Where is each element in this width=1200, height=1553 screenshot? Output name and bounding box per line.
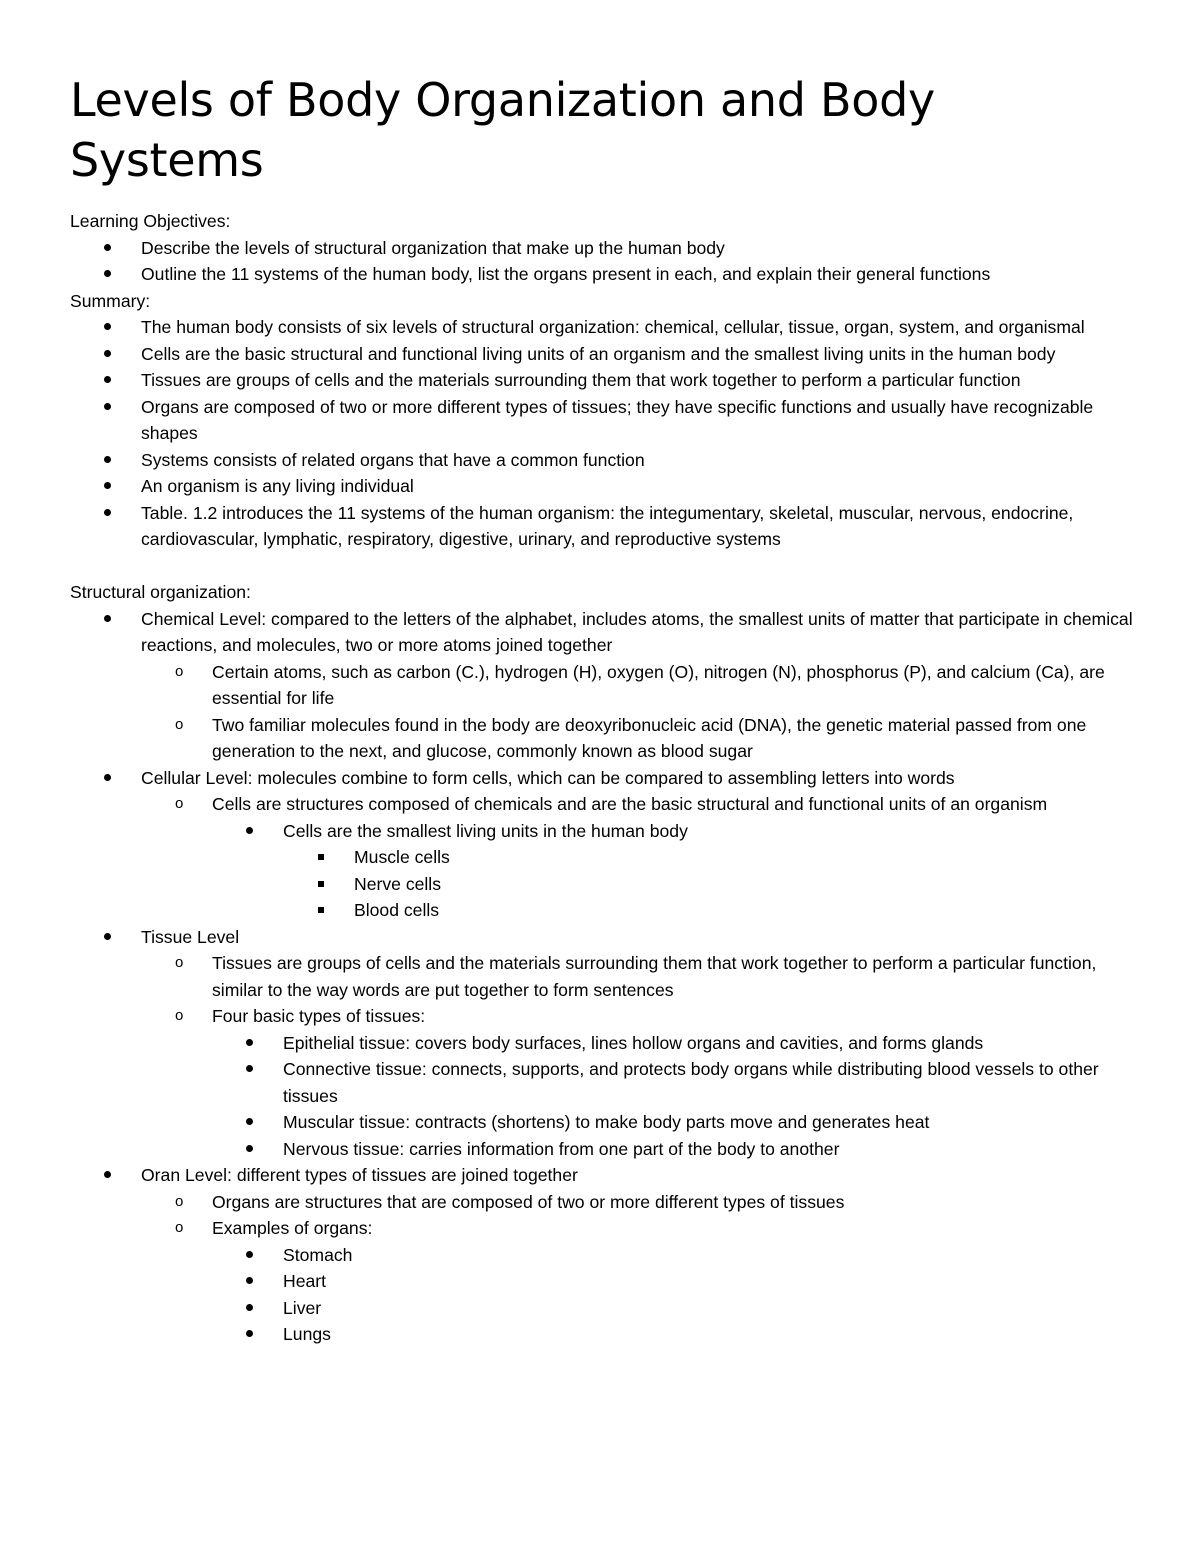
list-item-text: Cells are the basic structural and functional living units of an organism and the smallest living units in the human body (141, 343, 1056, 364)
circle-bullet-icon: o (175, 1007, 184, 1024)
bullet-icon (104, 482, 111, 489)
list-item (70, 235, 1140, 262)
list-item-text: Cellular Level: molecules combine to form cells, which can be compared to assembling letters into words (141, 767, 955, 788)
list-item-text: Cells are structures composed of chemicals and are the basic structural and functional units of an organism (212, 794, 1048, 814)
bullet-icon (104, 270, 111, 277)
list-item (70, 447, 1140, 474)
list-item (212, 1268, 1140, 1295)
list-item (70, 500, 1140, 553)
bullet-icon (104, 350, 111, 357)
list-item-text: The human body consists of six levels of structural organization: chemical, cellular, tissue, organ, system, and organismal (141, 317, 1085, 337)
list-item-organ-level (70, 1162, 1140, 1348)
summary-label: Summary: (70, 290, 151, 311)
tissue-types-list (212, 1030, 1140, 1163)
list-item-text: Systems consists of related organs that have a common function (141, 449, 645, 470)
list-item-text: Heart (283, 1271, 327, 1291)
list-item-text: Nerve cells (354, 873, 442, 894)
list-item (141, 712, 1140, 765)
list-item (212, 1056, 1140, 1109)
bullet-icon (104, 323, 111, 330)
list-item-text: Table. 1.2 introduces the 11 systems of the human organism: the integumentary, skeletal, muscular, nervous, endocrine, cardiovascular, lymphatic, respiratory, digestive, urinary, and reproductive systems (141, 502, 1074, 549)
list-item (212, 1295, 1140, 1322)
list-item-text: Chemical Level: compared to the letters of the alphabet, includes atoms, the smallest units of matter that participate in chemical reactions, and molecules, two or more atoms joined together (141, 608, 1133, 655)
square-bullet-icon (318, 881, 324, 887)
list-item-text: Two familiar molecules found in the body are deoxyribonucleic acid (DNA), the genetic material passed from one generation to the next, and glucose, commonly known as blood sugar (212, 714, 1087, 761)
square-bullet-icon (318, 854, 324, 860)
list-item-text: Stomach (283, 1244, 353, 1265)
circle-bullet-icon: o (175, 1219, 184, 1236)
organ-examples-list (212, 1242, 1140, 1348)
list-item (70, 314, 1140, 341)
list-item (70, 341, 1140, 368)
structural-organization-label: Structural organization: (70, 582, 251, 602)
bullet-icon (246, 827, 253, 834)
list-item (141, 950, 1140, 1003)
bullet-icon (104, 1171, 111, 1178)
list-item-text: Tissues are groups of cells and the materials surrounding them that work together to perform a particular function (141, 370, 1021, 390)
list-item (70, 367, 1140, 394)
organ-sublist (141, 1189, 1140, 1348)
list-item-text: Lungs (283, 1324, 331, 1344)
list-item (141, 1003, 1140, 1162)
list-item-text: Muscle cells (354, 847, 450, 867)
circle-bullet-icon: o (175, 662, 184, 680)
spacer (70, 553, 1140, 580)
bullet-icon (104, 615, 111, 622)
circle-bullet-icon: o (175, 795, 184, 812)
list-item (141, 659, 1140, 712)
bullet-icon (104, 403, 111, 410)
document-title: Levels of Body Organization and Body Systems (70, 73, 935, 187)
bullet-icon (104, 376, 111, 383)
list-item (283, 871, 1140, 898)
list-item (70, 473, 1140, 500)
list-item-text: Epithelial tissue: covers body surfaces, lines hollow organs and cavities, and forms glands (283, 1032, 984, 1053)
list-item-text: Tissue Level (141, 926, 240, 947)
bullet-icon (246, 1118, 253, 1125)
bullet-icon (246, 1065, 253, 1072)
bullet-icon (246, 1304, 253, 1311)
list-item-text: Outline the 11 systems of the human body, list the organs present in each, and explain their general functions (141, 264, 991, 284)
bullet-icon (104, 456, 111, 463)
summary-list (70, 314, 1140, 553)
list-item-text: Describe the levels of structural organization that make up the human body (141, 237, 725, 258)
list-item (70, 394, 1140, 447)
list-item-text: Nervous tissue: carries information from one part of the body to another (283, 1138, 840, 1159)
list-item-text: Liver (283, 1297, 322, 1318)
list-item-tissue-level (70, 924, 1140, 1163)
document-body (70, 208, 1140, 1348)
tissue-sublist (141, 950, 1140, 1162)
list-item (212, 1242, 1140, 1269)
list-item (141, 1215, 1140, 1348)
list-item-text: An organism is any living individual (141, 476, 414, 496)
bullet-icon (246, 1277, 253, 1284)
list-item (70, 261, 1140, 288)
list-item-text: Cells are the smallest living units in the human body (283, 820, 688, 841)
list-item-text: Certain atoms, such as carbon (C.), hydrogen (H), oxygen (O), nitrogen (N), phosphorus (P), and calcium (Ca), are essential for life (212, 661, 1105, 708)
list-item (141, 1189, 1140, 1216)
circle-bullet-icon: o (175, 1192, 184, 1210)
list-item-cellular-level (70, 765, 1140, 924)
list-item-text: Muscular tissue: contracts (shortens) to make body parts move and generates heat (283, 1112, 930, 1132)
list-item-text: Tissues are groups of cells and the materials surrounding them that work together to perform a particular function, similar to the way words are put together to form sentences (212, 953, 1097, 1000)
learning-objectives-label: Learning Objectives: (70, 211, 231, 231)
bullet-icon (104, 509, 111, 516)
learning-objectives-list (70, 235, 1140, 288)
bullet-icon (246, 1039, 253, 1046)
cellular-sublist (141, 791, 1140, 924)
bullet-icon (104, 933, 111, 940)
list-item-text: Organs are structures that are composed of two or more different types of tissues (212, 1191, 845, 1212)
list-item-text: Examples of organs: (212, 1218, 373, 1238)
list-item (212, 1136, 1140, 1163)
cellular-subsublist (212, 818, 1140, 924)
list-item-text: Connective tissue: connects, supports, and protects body organs while distributing blood vessels to other tissues (283, 1059, 1099, 1106)
list-item-text: Organs are composed of two or more different types of tissues; they have specific functions and usually have recognizable shapes (141, 396, 1094, 443)
list-item (212, 1109, 1140, 1136)
chemical-sublist (141, 659, 1140, 765)
list-item (212, 818, 1140, 924)
circle-bullet-icon: o (175, 954, 184, 971)
cell-examples-list (283, 844, 1140, 924)
list-item-text: Oran Level: different types of tissues are joined together (141, 1165, 578, 1185)
square-bullet-icon (318, 907, 324, 913)
list-item (212, 1321, 1140, 1348)
circle-bullet-icon: o (175, 715, 184, 733)
list-item-chemical-level (70, 606, 1140, 765)
bullet-icon (246, 1330, 253, 1337)
bullet-icon (104, 244, 111, 251)
bullet-icon (104, 774, 111, 781)
list-item (212, 1030, 1140, 1057)
structural-organization-list (70, 606, 1140, 1348)
list-item (141, 791, 1140, 924)
list-item-text: Four basic types of tissues: (212, 1006, 426, 1026)
list-item-text: Blood cells (354, 900, 440, 920)
list-item (283, 844, 1140, 871)
bullet-icon (246, 1145, 253, 1152)
list-item (283, 897, 1140, 924)
bullet-icon (246, 1251, 253, 1258)
document-page (70, 70, 1140, 1348)
